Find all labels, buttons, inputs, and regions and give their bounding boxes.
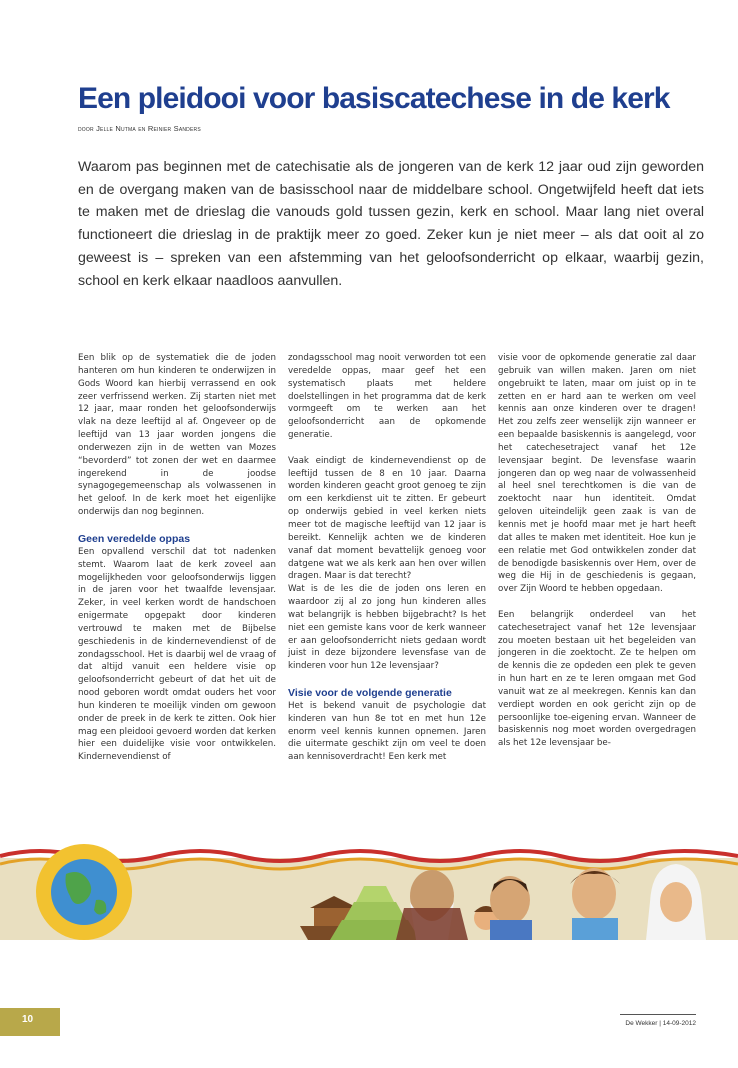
column-2 xyxy=(288,352,486,777)
page-number: 10 xyxy=(22,1014,34,1025)
disciple-figure-icon xyxy=(490,876,532,940)
article-title: Een pleidooi voor basiscatechese in de kerk xyxy=(78,82,670,115)
byline: door Jelle Nutma en Reinier Sanders xyxy=(78,124,201,133)
paragraph: Vaak eindigt de kindernevendienst op de leeftijd tussen de 8 en 10 jaar. Daarna worden kinderen geacht groot genoeg te zijn om een kerkdienst uit te zitten. Er gebeurt op onderwijs gebied in veel kerken niets meer tot de magische leeftijd van 12 jaar is bereikt. Kennelijk achten we de kinderen vanaf dat moment bevattelijk genoeg voor datgene wat we als kerk aan hen over willen dragen. Maar is dat terecht? xyxy=(288,455,486,582)
paragraph: zondagsschool mag nooit verworden tot een veredelde oppas, maar geef het een systematisch plaats met heldere doelstellingen in het programma dat de kerk vormgeeft om te werken aan het geloofsonderricht aan de opkomende generatie. xyxy=(288,353,486,441)
paragraph: Wat is de les die de joden ons leren en waardoor zij al zo jong hun kinderen alles wat belangrijk is hebben bijgebracht? Is het niet een gemiste kans voor de kerk wanneer er aan geloofsonderricht niets gedaan wordt juist in deze bijzondere levensfase van de kinderen voor hun 12e levensjaar? xyxy=(288,584,486,672)
column-1 xyxy=(78,352,276,777)
globe-icon xyxy=(36,844,132,940)
footer-rule xyxy=(620,1014,696,1015)
article-lede: Waarom pas beginnen met de catechisatie als de jongeren van de kerk 12 jaar oud zijn geworden en de overgang maken van de basisschool naar de middelbare school. Ongetwijfeld heeft dat iets te maken met de drieslag die vanouds gold tussen gezin, kerk en school. Maar lang niet overal functioneert die drieslag in de praktijk meer zo goed. Zeker kun je niet meer – als dat ooit al zo geweest is – spreken van een afstemming van het geloofsonderricht op elkaar, waarbij gezin, school en kerk elkaar naadloos aanvullen. xyxy=(78,159,704,289)
bible-illustration-banner xyxy=(0,812,738,942)
paragraph: Het is bekend vanuit de psychologie dat kinderen van hun 8e tot en met hun 12e enorm veel kennis kunnen opnemen. Jaren die uitermate geschikt zijn om veel te doen aan kennisoverdracht! Een kerk met xyxy=(288,700,486,763)
paragraph: Een blik op de systematiek die de joden hanteren om hun kinderen te onderwijzen in Gods Woord kan hierbij verrassend en ook zeer verfrissend werken. Zij starten niet met 12 jaar, maar ronden het geloofsonderwijs vlak na deze leeftijd al af. Ongeveer op de leeftijd van 13 jaar worden jongens die onderwezen zijn in de wetten van Mozes “bevorderd” tot zonen der wet en daarmee ingerekend in de joodse synagogegemeenschap als volwassenen in het geloof. In de kerk moet het eigenlijke onderwijs dan nog beginnen. xyxy=(78,353,276,518)
subheading: Geen veredelde oppas xyxy=(78,532,191,545)
publication-footer: De Wekker | 14-09-2012 xyxy=(625,1020,696,1027)
paragraph: visie voor de opkomende generatie zal daar gebruik van willen maken. Jaren om niet ongebruikt te laten, maar om juist op in te zetten en er hard aan te werken om veel kennis aan onze kinderen over te dragen! Het zou zelfs zeer wenselijk zijn wanneer er een bepaalde basiskennis is aangelegd, voor het catechesetraject vanaf het 12e levensjaar begint. De levensfase waarin jongeren dan op weg naar de volwassenheid al heel snel terechtkomen is die van de zoektocht naar hun identiteit. Omdat geloven uiteindelijk geen zaak is van de kennis met je hoofd maar met je hart heeft dat alles te maken met identiteit. Hoe kun je een relatie met God ontwikkelen zonder dat de benodigde basiskennis over Hem, over de weg die Hij in de geschiedenis is gegaan, over Zijn Woord te hebben opgedaan. xyxy=(498,353,696,595)
subheading: Visie voor de volgende generatie xyxy=(288,686,452,699)
paragraph: Een belangrijk onderdeel van het catechesetraject vanaf het 12e levensjaar zou moeten bestaan uit het begeleiden van jongeren in die zoektocht. Ze te helpen om de kennis die ze opdeden een plek te geven in hun hart en ze te leren omgaan met God vanuit wat ze al meekregen. Kennis kan dan verdiept worden en ook gericht zijn op de persoonlijke toe-eigening ervan. Wanneer de basiskennis nog moet worden overgedragen als het 12e levensjaar be- xyxy=(498,609,696,749)
paragraph: Een opvallend verschil dat tot nadenken stemt. Waarom laat de kerk zoveel aan mogelijkheden voor geloofsonderwijs liggen in de jaren voor het twaalfde levensjaar. Zeker, in veel kerken wordt de handschoen enigermate opgepakt door kinderen vertrouwd te maken met de Bijbelse geschiedenis in de kindernevendienst of de zondagsschool. Het is daarbij wel de vraag of dat altijd vanuit een heldere visie op geloofsonderricht gebeurt of dat het uit de nood geboren wordt omdat ouders het voor hun kinderen te moeilijk vinden om gewoon onder de preek in de kerk te zitten. Ook hier mag een pleidooi gevoerd worden dat kerken hier een duidelijke visie voor ontwikkelen. Kindernevendienst of xyxy=(78,546,276,763)
column-3 xyxy=(498,352,696,763)
